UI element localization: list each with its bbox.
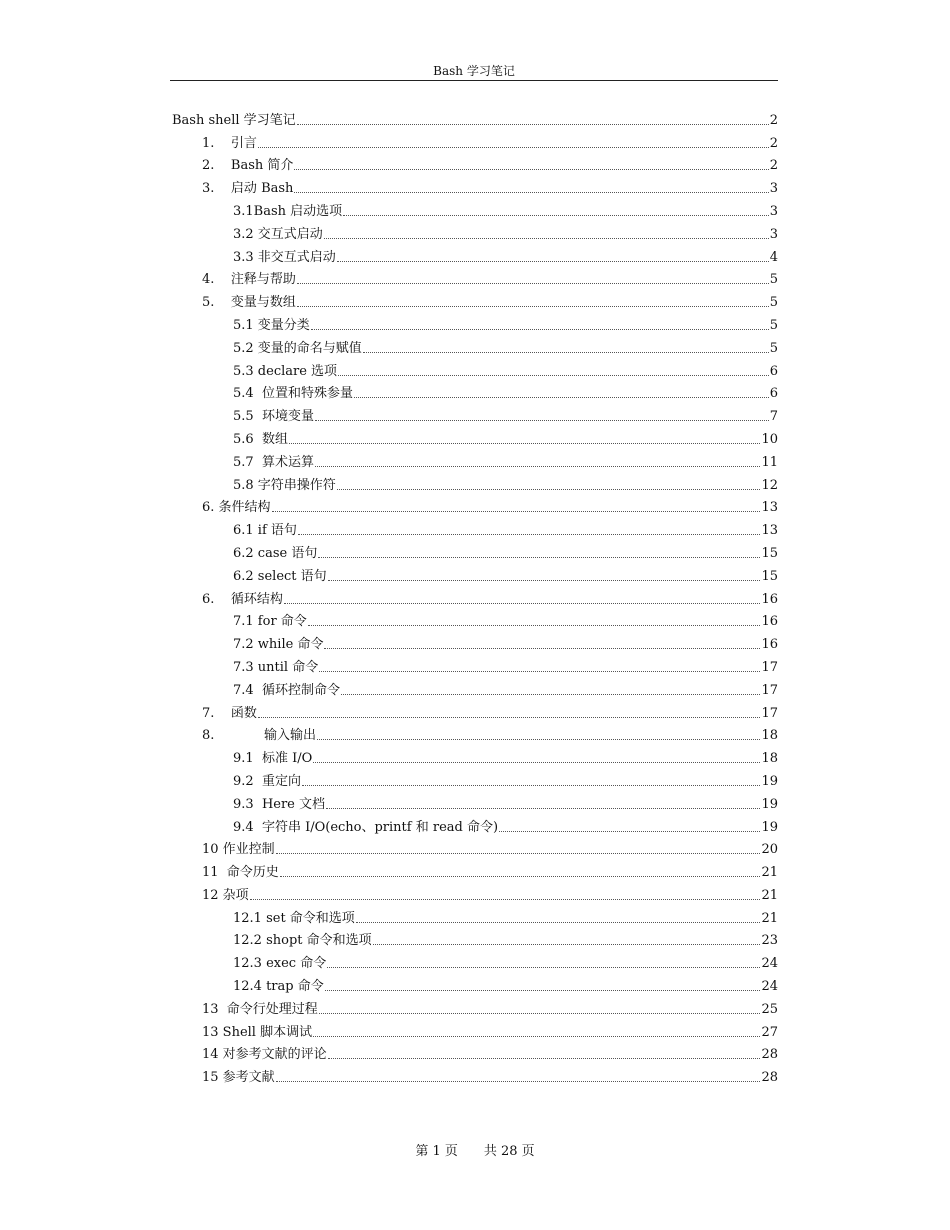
toc-entry-label: 5.5 环境变量	[233, 409, 314, 425]
toc-dot-leader	[343, 215, 769, 216]
toc-dot-leader	[294, 192, 768, 193]
toc-entry-page: 17	[761, 659, 778, 675]
toc-entry[interactable]	[0, 790, 950, 813]
toc-entry[interactable]	[0, 380, 950, 403]
toc-dot-leader	[297, 306, 769, 307]
toc-entry-label: 7. 函数	[202, 705, 257, 721]
toc-entry-label: 5.2 变量的命名与赋值	[233, 340, 362, 356]
toc-entry-label: 7.3 until 命令	[233, 659, 319, 675]
toc-entry[interactable]	[0, 1063, 950, 1086]
toc-dot-leader	[302, 785, 761, 786]
toc-entry-label: 3. 启动 Bash	[202, 181, 294, 197]
toc-entry-page: 24	[761, 956, 778, 972]
toc-entry-page: 25	[761, 1001, 778, 1017]
toc-entry-page: 13	[761, 523, 778, 539]
toc-entry-label: 9.2 重定向	[233, 773, 301, 789]
toc-entry-page: 2	[769, 112, 778, 128]
toc-entry-page: 28	[761, 1070, 778, 1086]
toc-entry[interactable]	[0, 767, 950, 790]
toc-dot-leader	[276, 1081, 761, 1082]
toc-entry-page: 2	[769, 135, 778, 151]
toc-entry[interactable]	[0, 585, 950, 608]
toc-entry[interactable]	[0, 152, 950, 175]
toc-dot-leader	[337, 489, 761, 490]
toc-entry-label: 6. 循环结构	[202, 591, 283, 607]
toc-entry-label: 5.3 declare 选项	[233, 363, 338, 379]
toc-dot-leader	[308, 625, 761, 626]
toc-entry-page: 20	[761, 842, 778, 858]
toc-dot-leader	[328, 580, 761, 581]
toc-dot-leader	[280, 876, 761, 877]
page-footer	[0, 1140, 950, 1159]
toc-dot-leader	[318, 557, 760, 558]
toc-entry[interactable]	[0, 608, 950, 631]
footer-total-pages: 共 28 页	[483, 1144, 535, 1159]
toc-entry-page: 18	[761, 728, 778, 744]
toc-entry-page: 10	[761, 431, 778, 447]
toc-entry[interactable]	[0, 744, 950, 767]
toc-entry-page: 5	[769, 340, 778, 356]
toc-entry[interactable]	[0, 562, 950, 585]
toc-entry-page: 7	[769, 409, 778, 425]
toc-entry-label: 7.2 while 命令	[233, 637, 324, 653]
toc-dot-leader	[338, 375, 769, 376]
toc-entry[interactable]	[0, 630, 950, 653]
toc-dot-leader	[297, 283, 769, 284]
toc-entry-label: 6.2 case 语句	[233, 545, 318, 561]
toc-entry-page: 12	[761, 477, 778, 493]
toc-entry-page: 2	[769, 158, 778, 174]
toc-entry-label: 12.4 trap 命令	[233, 979, 324, 995]
toc-entry-label: 13 命令行处理过程	[202, 1001, 318, 1017]
toc-entry-page: 3	[769, 181, 778, 197]
toc-entry-label: 10 作业控制	[202, 842, 275, 858]
toc-entry[interactable]	[0, 699, 950, 722]
toc-dot-leader	[327, 967, 760, 968]
toc-entry-page: 23	[761, 933, 778, 949]
toc-entry[interactable]	[0, 949, 950, 972]
toc-entry-label: 9.4 字符串 I/O(echo、printf 和 read 命令)	[233, 819, 499, 835]
toc-entry-page: 27	[761, 1024, 778, 1040]
toc-entry-page: 6	[769, 363, 778, 379]
toc-entry[interactable]	[0, 266, 950, 289]
header-rule	[170, 80, 778, 81]
toc-entry[interactable]	[0, 904, 950, 927]
toc-entry[interactable]	[0, 836, 950, 859]
toc-entry-label: 5.6 数组	[233, 431, 288, 447]
toc-entry-label: 5. 变量与数组	[202, 295, 296, 311]
toc-entry[interactable]	[0, 881, 950, 904]
toc-dot-leader	[328, 1058, 761, 1059]
toc-entry-label: 8. 输入输出	[202, 728, 316, 744]
toc-entry-label: 14 对参考文献的评论	[202, 1047, 327, 1063]
toc-entry[interactable]	[0, 471, 950, 494]
toc-entry-page: 17	[761, 682, 778, 698]
toc-entry-page: 5	[769, 272, 778, 288]
toc-entry[interactable]	[0, 676, 950, 699]
toc-entry-page: 19	[761, 819, 778, 835]
toc-entry-label: Bash shell 学习笔记	[172, 112, 296, 128]
toc-entry[interactable]	[0, 448, 950, 471]
toc-entry-page: 15	[761, 545, 778, 561]
toc-entry-page: 24	[761, 979, 778, 995]
toc-dot-leader	[298, 534, 761, 535]
toc-dot-leader	[294, 169, 768, 170]
toc-entry[interactable]	[0, 425, 950, 448]
toc-dot-leader	[499, 831, 760, 832]
toc-dot-leader	[337, 261, 769, 262]
toc-dot-leader	[284, 603, 761, 604]
toc-entry[interactable]	[0, 972, 950, 995]
toc-entry-page: 11	[761, 454, 778, 470]
toc-entry[interactable]	[0, 311, 950, 334]
toc-entry[interactable]	[0, 220, 950, 243]
toc-entry[interactable]	[0, 722, 950, 745]
toc-entry[interactable]	[0, 1018, 950, 1041]
toc-entry-page: 21	[761, 887, 778, 903]
toc-entry[interactable]	[0, 402, 950, 425]
toc-entry-label: 11 命令历史	[202, 865, 279, 881]
footer-page-number: 第 1 页	[415, 1144, 458, 1159]
toc-dot-leader	[311, 329, 769, 330]
toc-entry-page: 28	[761, 1047, 778, 1063]
toc-entry[interactable]	[0, 334, 950, 357]
toc-dot-leader	[341, 694, 761, 695]
toc-entry-page: 19	[761, 773, 778, 789]
toc-entry-page: 16	[761, 637, 778, 653]
toc-entry-page: 17	[761, 705, 778, 721]
toc-entry[interactable]	[0, 995, 950, 1018]
toc-dot-leader	[363, 352, 769, 353]
toc-entry[interactable]	[0, 357, 950, 380]
toc-entry-label: 1. 引言	[202, 135, 257, 151]
toc-entry-page: 21	[761, 865, 778, 881]
toc-entry-label: 5.4 位置和特殊参量	[233, 386, 353, 402]
toc-entry-label: 5.1 变量分类	[233, 317, 310, 333]
toc-entry[interactable]	[0, 494, 950, 517]
toc-entry-label: 3.1Bash 启动选项	[233, 203, 343, 219]
toc-entry[interactable]	[0, 174, 950, 197]
toc-entry-label: 2. Bash 简介	[202, 158, 294, 174]
toc-dot-leader	[272, 511, 761, 512]
toc-entry-label: 12.1 set 命令和选项	[233, 910, 355, 926]
toc-entry-label: 5.8 字符串操作符	[233, 477, 336, 493]
toc-entry-label: 6.2 select 语句	[233, 568, 327, 584]
toc-entry-label: 12 杂项	[202, 887, 249, 903]
toc-entry-page: 16	[761, 614, 778, 630]
toc-dot-leader	[325, 990, 761, 991]
toc-entry[interactable]	[0, 197, 950, 220]
toc-entry-page: 16	[761, 591, 778, 607]
toc-entry[interactable]	[0, 288, 950, 311]
toc-entry[interactable]	[0, 858, 950, 881]
toc-dot-leader	[319, 671, 760, 672]
toc-entry-label: 9.3 Here 文档	[233, 796, 326, 812]
toc-dot-leader	[250, 899, 761, 900]
toc-entry-page: 4	[769, 249, 778, 265]
toc-entry-page: 15	[761, 568, 778, 584]
toc-entry[interactable]	[0, 927, 950, 950]
toc-entry-page: 6	[769, 386, 778, 402]
toc-entry-page: 5	[769, 295, 778, 311]
toc-entry-label: 4. 注释与帮助	[202, 272, 296, 288]
toc-entry-label: 7.1 for 命令	[233, 614, 307, 630]
toc-entry-page: 3	[769, 203, 778, 219]
toc-dot-leader	[258, 717, 761, 718]
table-of-contents	[0, 106, 950, 1086]
toc-entry-label: 13 Shell 脚本调试	[202, 1024, 313, 1040]
toc-entry-page: 3	[769, 226, 778, 242]
toc-entry[interactable]	[0, 243, 950, 266]
toc-entry[interactable]	[0, 1041, 950, 1064]
toc-entry-page: 21	[761, 910, 778, 926]
toc-entry-label: 3.3 非交互式启动	[233, 249, 336, 265]
toc-dot-leader	[373, 944, 761, 945]
toc-entry-label: 5.7 算术运算	[233, 454, 314, 470]
toc-dot-leader	[354, 397, 769, 398]
toc-entry[interactable]	[0, 106, 950, 129]
toc-entry-label: 15 参考文献	[202, 1070, 275, 1086]
toc-entry-page: 19	[761, 796, 778, 812]
toc-dot-leader	[297, 124, 769, 125]
toc-entry[interactable]	[0, 813, 950, 836]
toc-dot-leader	[324, 238, 769, 239]
toc-dot-leader	[276, 853, 761, 854]
toc-dot-leader	[356, 922, 761, 923]
toc-dot-leader	[317, 739, 760, 740]
toc-dot-leader	[319, 1013, 761, 1014]
toc-dot-leader	[289, 443, 761, 444]
toc-entry-label: 12.2 shopt 命令和选项	[233, 933, 372, 949]
toc-entry-label: 7.4 循环控制命令	[233, 682, 340, 698]
toc-entry-label: 9.1 标准 I/O	[233, 751, 313, 767]
toc-entry[interactable]	[0, 129, 950, 152]
toc-entry-label: 6. 条件结构	[202, 500, 271, 516]
toc-entry-label: 12.3 exec 命令	[233, 956, 327, 972]
toc-entry-page: 18	[761, 751, 778, 767]
toc-entry-page: 5	[769, 317, 778, 333]
page-header-title: Bash 学习笔记	[433, 64, 515, 78]
toc-entry[interactable]	[0, 516, 950, 539]
toc-entry[interactable]	[0, 539, 950, 562]
toc-dot-leader	[258, 147, 769, 148]
toc-dot-leader	[313, 762, 760, 763]
toc-dot-leader	[324, 648, 760, 649]
toc-dot-leader	[315, 466, 761, 467]
toc-dot-leader	[315, 420, 769, 421]
toc-dot-leader	[326, 808, 760, 809]
toc-entry[interactable]	[0, 653, 950, 676]
toc-entry-page: 13	[761, 500, 778, 516]
toc-entry-label: 3.2 交互式启动	[233, 226, 323, 242]
toc-entry-label: 6.1 if 语句	[233, 523, 297, 539]
toc-dot-leader	[313, 1036, 760, 1037]
